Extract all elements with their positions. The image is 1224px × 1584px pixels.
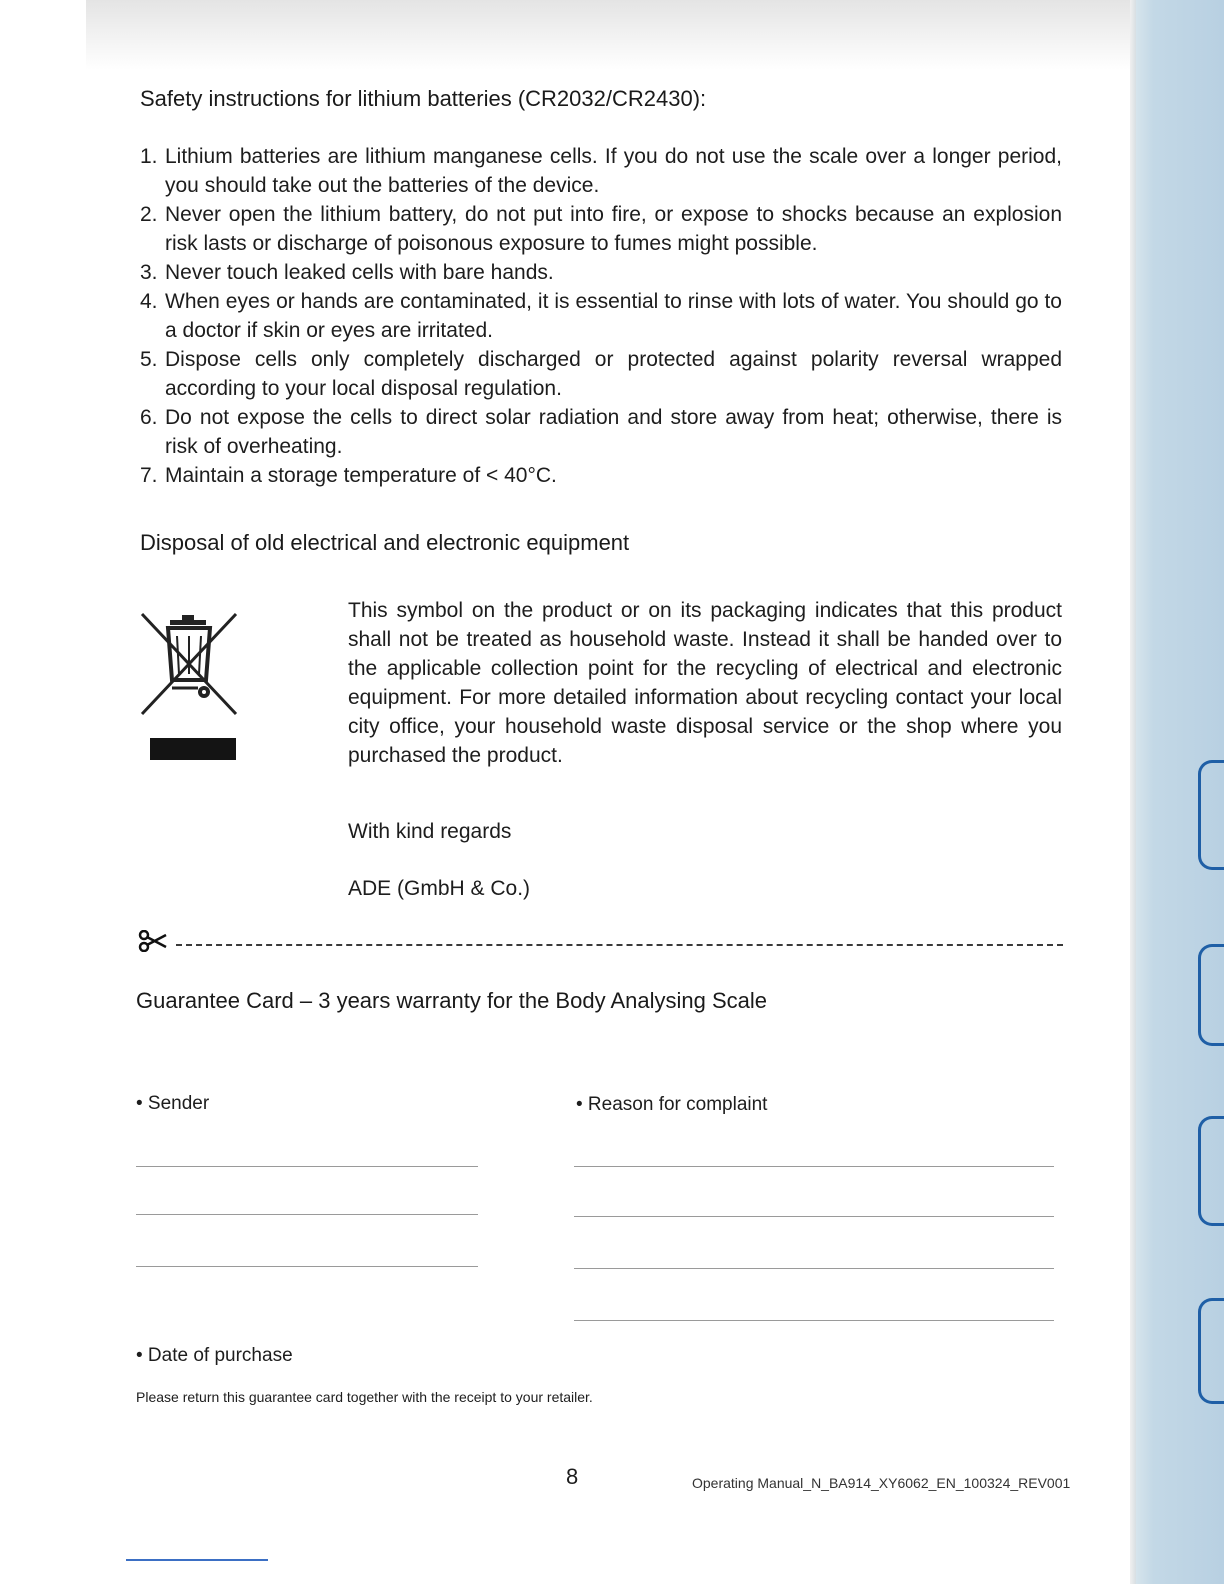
list-item [140,403,1062,461]
list-item [140,200,1062,258]
list-item [140,345,1062,403]
chapter-tab [1198,1116,1224,1226]
item-text: Never open the lithium battery, do not put into fire, or expose to shocks because an explosion risk lasts or discharge of poisonous exposure to fumes might possible. [165,203,1062,255]
list-item [140,142,1062,200]
list-item [140,461,1062,490]
reason-line [574,1320,1054,1321]
weee-crossed-bin-icon [138,606,240,762]
scan-mark-line [126,1559,268,1561]
item-number: 6. [140,406,158,429]
scissors-icon [138,930,168,952]
return-note: Please return this guarantee card together with the receipt to your retailer. [136,1389,593,1405]
item-text: Lithium batteries are lithium manganese cells. If you do not use the scale over a longer period, you should take out the batteries of the device. [165,145,1062,197]
chapter-tab [1198,944,1224,1046]
guarantee-heading: Guarantee Card – 3 years warranty for the Body Analysing Scale [136,988,768,1013]
reason-line [574,1166,1054,1167]
sender-line [136,1266,478,1267]
disposal-paragraph: This symbol on the product or on its packaging indicates that this product shall not be treated as household waste. Instead it shall be handed over to the applicable collection point for the recycling of electrical and electronic equipment. For more detailed information about recycling contact your local city office, your household waste disposal service or the shop where you purchased the product. [348,599,1062,767]
page-number: 8 [566,1464,579,1489]
item-text: When eyes or hands are contaminated, it is essential to rinse with lots of water. You should go to a doctor if skin or eyes are irritated. [165,290,1062,342]
safety-list [140,142,1062,490]
item-number: 1. [140,145,158,168]
document-reference: Operating Manual_N_BA914_XY6062_EN_100324_REV001 [692,1475,1071,1491]
item-text: Never touch leaked cells with bare hands. [165,261,554,284]
item-number: 5. [140,348,158,371]
cut-line [176,944,1063,946]
safety-heading: Safety instructions for lithium batteries (CR2032/CR2430): [140,86,707,111]
date-label: • Date of purchase [136,1345,293,1366]
item-number: 2. [140,203,158,226]
scan-top-shade [86,0,1146,70]
disposal-heading: Disposal of old electrical and electronic equipment [140,530,630,555]
sender-line [136,1166,478,1167]
item-text: Do not expose the cells to direct solar radiation and store away from heat; otherwise, there is risk of overheating. [165,406,1062,458]
reason-line [574,1268,1054,1269]
item-number: 7. [140,464,158,487]
reason-line [574,1216,1054,1217]
sender-label: • Sender [136,1093,210,1114]
item-number: 3. [140,261,158,284]
list-item [140,287,1062,345]
scan-margin [0,0,86,1584]
item-text: Dispose cells only completely discharged or protected against polarity reversal wrapped according to your local disposal regulation. [165,348,1062,400]
item-text: Maintain a storage temperature of < 40°C. [165,464,557,487]
chapter-tab [1198,760,1224,870]
sender-line [136,1214,478,1215]
list-item [140,258,1062,287]
reason-label: • Reason for complaint [576,1094,768,1115]
company-name: ADE (GmbH & Co.) [348,877,531,900]
regards-text: With kind regards [348,820,512,843]
chapter-tab [1198,1298,1224,1404]
item-number: 4. [140,290,158,313]
